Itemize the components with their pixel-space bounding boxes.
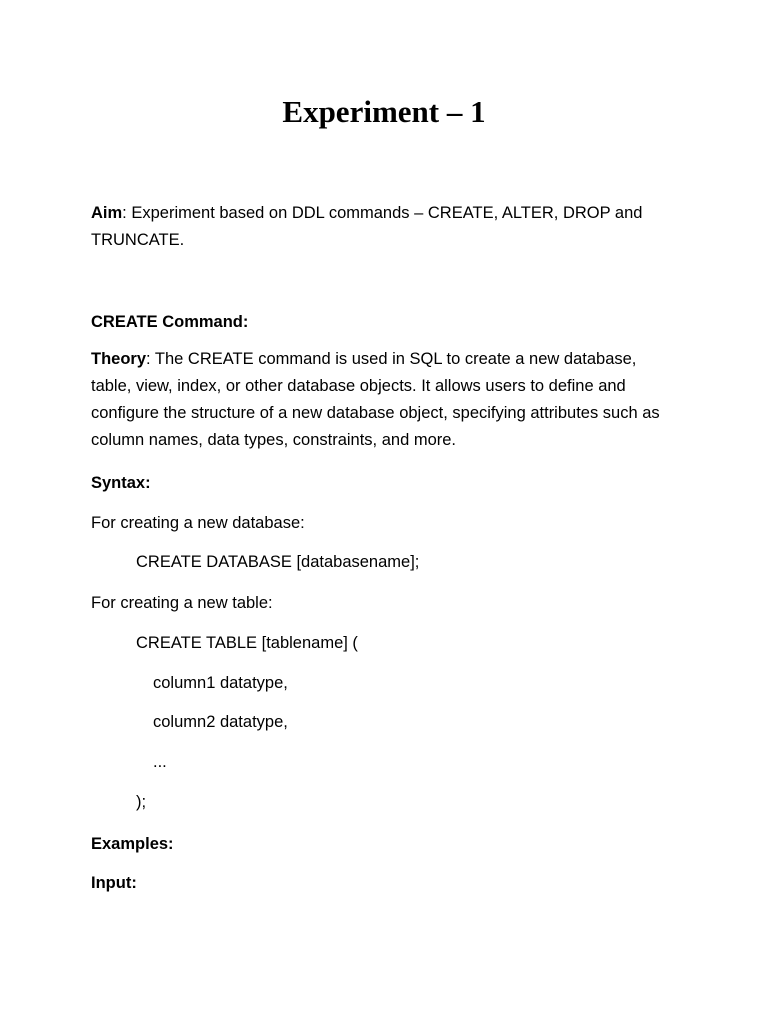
aim-text: : Experiment based on DDL commands – CREATE, ALTER, DROP and TRUNCATE.	[91, 204, 643, 249]
database-intro: For creating a new database:	[91, 514, 305, 532]
aim-paragraph	[91, 200, 681, 254]
examples-heading: Examples:	[91, 835, 174, 853]
theory-label: Theory	[91, 350, 147, 368]
aim-label: Aim	[91, 204, 123, 222]
table-syntax-column2: column2 datatype,	[153, 713, 288, 731]
syntax-heading: Syntax:	[91, 474, 151, 492]
theory-paragraph	[91, 346, 681, 454]
input-heading: Input:	[91, 874, 137, 892]
table-intro: For creating a new table:	[91, 594, 273, 612]
theory-text: : The CREATE command is used in SQL to create a new database, table, view, index, or other database objects. It allows users to define and configure the structure of a new database object, specifying attributes such as column names, data types, constraints, and more.	[91, 350, 660, 449]
create-command-heading: CREATE Command:	[91, 313, 249, 331]
table-syntax-close: );	[136, 793, 147, 811]
table-syntax-column1: column1 datatype,	[153, 674, 288, 692]
table-syntax-open: CREATE TABLE [tablename] (	[136, 634, 358, 652]
table-syntax-ellipsis: ...	[153, 753, 167, 771]
page-title: Experiment – 1	[282, 94, 486, 129]
database-syntax: CREATE DATABASE [databasename];	[136, 553, 420, 571]
